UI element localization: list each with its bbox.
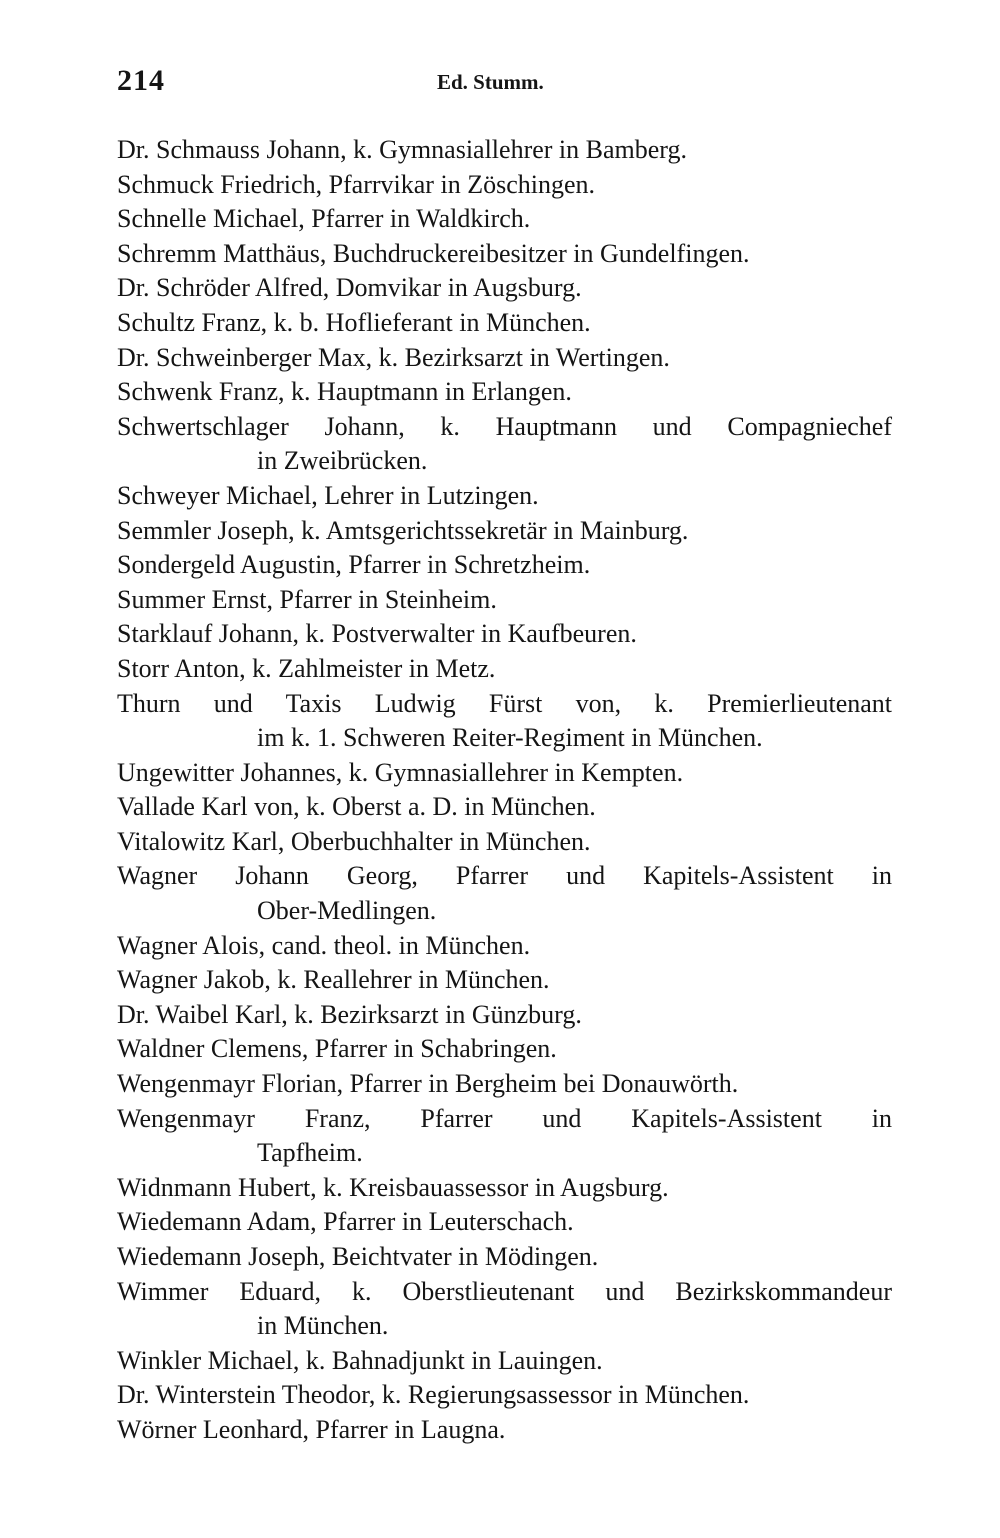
- entry-text: Dr. Schröder Alfred, Domvikar in Augsburg.: [117, 273, 582, 303]
- entry-text: Waldner Clemens, Pfarrer in Schabringen.: [117, 1034, 557, 1064]
- entry-text: Storr Anton, k. Zahlmeister in Metz.: [117, 653, 496, 683]
- running-head: Ed. Stumm.: [437, 70, 544, 94]
- entry-text: Dr. Winterstein Theodor, k. Regierungsassessor in München.: [117, 1380, 750, 1410]
- list-item: [117, 756, 892, 791]
- entry-text: Schwenk Franz, k. Hauptmann in Erlangen.: [117, 377, 572, 407]
- list-item: [117, 341, 892, 376]
- list-item: [117, 1102, 892, 1171]
- list-item: [117, 1032, 892, 1067]
- entry-continuation: Tapfheim.: [257, 1138, 363, 1168]
- entry-continuation: Ober-Medlingen.: [257, 896, 437, 926]
- list-item: [117, 859, 892, 928]
- entry-text: Wengenmayr Franz, Pfarrer und Kapitels-Assistent in: [117, 1103, 892, 1133]
- entry-text: Wiedemann Joseph, Beichtvater in Mödingen.: [117, 1242, 599, 1271]
- entry-text: Widnmann Hubert, k. Kreisbauassessor in Augsburg.: [117, 1172, 669, 1202]
- entry-text: Wagner Alois, cand. theol. in München.: [117, 930, 531, 960]
- list-item: [117, 168, 892, 203]
- entry-text: Wagner Jakob, k. Reallehrer in München.: [117, 965, 550, 995]
- entry-text: Dr. Waibel Karl, k. Bezirksarzt in Günzburg.: [117, 999, 582, 1029]
- list-item: [117, 929, 892, 964]
- list-item: [117, 1344, 892, 1379]
- entry-text: Schnelle Michael, Pfarrer in Waldkirch.: [117, 204, 531, 234]
- entry-continuation: im k. 1. Schweren Reiter-Regiment in München.: [257, 723, 763, 753]
- entry-text: Wörner Leonhard, Pfarrer in Laugna.: [117, 1414, 506, 1444]
- entry-text: Wengenmayr Florian, Pfarrer in Bergheim bei Donauwörth.: [117, 1069, 739, 1099]
- entry-text: Wagner Johann Georg, Pfarrer und Kapitels-Assistent in: [117, 861, 892, 891]
- entry-continuation: in München.: [257, 1311, 389, 1341]
- entry-text: Schremm Matthäus, Buchdruckereibesitzer in Gundelfingen.: [117, 238, 750, 268]
- list-item: [117, 237, 892, 272]
- list-item: [117, 1240, 892, 1275]
- list-item: [117, 583, 892, 618]
- entry-text: Thurn und Taxis Ludwig Fürst von, k. Premierlieutenant: [117, 688, 892, 718]
- list-item: [117, 617, 892, 652]
- entry-text: Vitalowitz Karl, Oberbuchhalter in München.: [117, 826, 591, 856]
- list-item: [117, 306, 892, 341]
- list-item: [117, 790, 892, 825]
- entry-text: Wimmer Eduard, k. Oberstlieutenant und Bezirkskommandeur: [117, 1276, 892, 1306]
- list-item: [117, 652, 892, 687]
- entry-text: Dr. Schweinberger Max, k. Bezirksarzt in Wertingen.: [117, 342, 670, 372]
- entry-text: Schweyer Michael, Lehrer in Lutzingen.: [117, 480, 539, 510]
- list-item: [117, 998, 892, 1033]
- name-list: [117, 133, 892, 1448]
- list-item: [117, 410, 892, 479]
- list-item: [117, 1205, 892, 1240]
- entry-text: Ungewitter Johannes, k. Gymnasiallehrer in Kempten.: [117, 757, 684, 787]
- entry-text: Starklauf Johann, k. Postverwalter in Kaufbeuren.: [117, 619, 637, 649]
- list-item: [117, 133, 892, 168]
- entry-text: Winkler Michael, k. Bahnadjunkt in Lauingen.: [117, 1345, 603, 1375]
- list-item: [117, 963, 892, 998]
- list-item: [117, 825, 892, 860]
- list-item: [117, 1067, 892, 1102]
- entry-text: Schultz Franz, k. b. Hoflieferant in München.: [117, 307, 591, 337]
- page-header: [117, 64, 887, 108]
- entry-text: Schwertschlager Johann, k. Hauptmann und Compagniechef: [117, 411, 892, 441]
- entry-text: Semmler Joseph, k. Amtsgerichtssekretär in Mainburg.: [117, 515, 689, 545]
- entry-text: Dr. Schmauss Johann, k. Gymnasiallehrer in Bamberg.: [117, 135, 687, 164]
- list-item: [117, 271, 892, 306]
- list-item: [117, 1275, 892, 1344]
- page-number: 214: [117, 64, 165, 97]
- list-item: [117, 687, 892, 756]
- list-item: [117, 202, 892, 237]
- list-item: [117, 1378, 892, 1413]
- entry-text: Schmuck Friedrich, Pfarrvikar in Zöschingen.: [117, 169, 595, 199]
- entry-text: Wiedemann Adam, Pfarrer in Leuterschach.: [117, 1207, 574, 1237]
- list-item: [117, 548, 892, 583]
- list-item: [117, 1413, 892, 1448]
- entry-text: Summer Ernst, Pfarrer in Steinheim.: [117, 584, 497, 614]
- entry-text: Vallade Karl von, k. Oberst a. D. in München.: [117, 792, 596, 822]
- entry-text: Sondergeld Augustin, Pfarrer in Schretzheim.: [117, 550, 591, 580]
- list-item: [117, 1171, 892, 1206]
- list-item: [117, 375, 892, 410]
- entry-continuation: in Zweibrücken.: [257, 446, 428, 476]
- list-item: [117, 479, 892, 514]
- list-item: [117, 514, 892, 549]
